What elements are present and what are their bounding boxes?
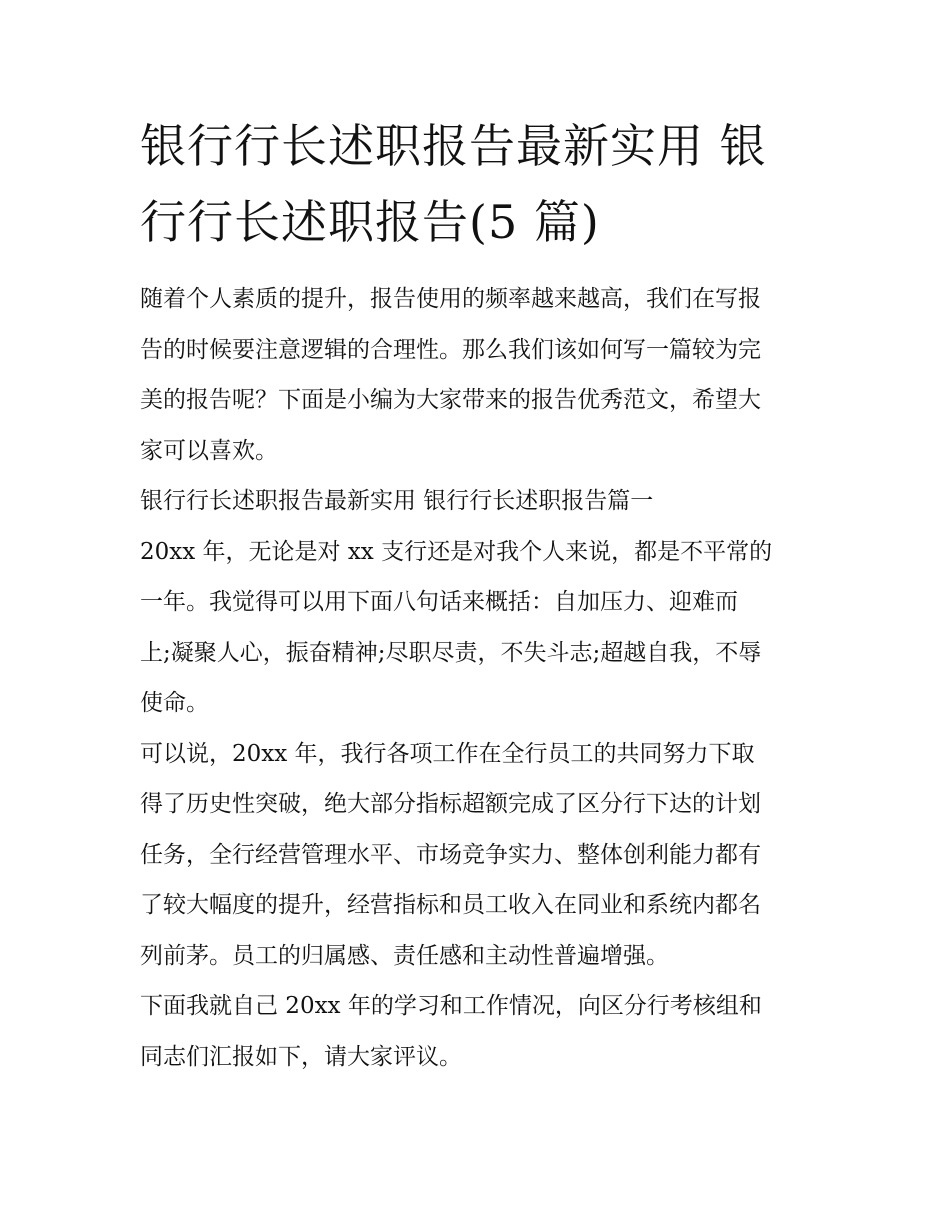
text-line: 银行行长述职报告最新实用 银行行长述职报告篇一: [140, 488, 654, 514]
text-line: 下面我就自己 20xx 年的学习和工作情况，向区分行考核组和: [140, 993, 762, 1019]
text-line: 20xx 年，无论是对 xx 支行还是对我个人来说，都是不平常的: [140, 538, 773, 565]
title-line: 行行长述职报告(5 篇): [140, 195, 600, 249]
text-line: 使命。: [140, 690, 209, 716]
paragraph-intro: [140, 274, 820, 476]
text-line: 家可以喜欢。: [140, 437, 278, 464]
paragraph-closing: [140, 981, 820, 1082]
text-line: 了较大幅度的提升，经营指标和员工收入在同业和系统内都名: [140, 892, 761, 918]
text-line: 列前茅。员工的归属感、责任感和主动性普遍增强。: [140, 942, 669, 969]
text-line: 同志们汇报如下，请大家评议。: [140, 1043, 462, 1070]
document-body: [140, 274, 820, 1082]
text-line: 美的报告呢？下面是小编为大家带来的报告优秀范文，希望大: [140, 387, 761, 413]
text-line: 一年。我觉得可以用下面八句话来概括：自加压力、迎难而: [140, 589, 738, 615]
text-line: 任务，全行经营管理水平、市场竞争实力、整体创利能力都有: [140, 841, 761, 868]
paragraph-achievements: [140, 729, 820, 982]
paragraph-summary: [140, 527, 820, 729]
document-title: [140, 108, 820, 260]
title-line: 银行行长述职报告最新实用 银: [140, 119, 767, 173]
text-line: 得了历史性突破，绝大部分指标超额完成了区分行下达的计划: [140, 791, 761, 817]
text-line: 可以说，20xx 年，我行各项工作在全行员工的共同努力下取: [140, 740, 755, 767]
text-line: 告的时候要注意逻辑的合理性。那么我们该如何写一篇较为完: [140, 336, 761, 363]
text-line: 上;凝聚人心，振奋精神;尽职尽责，不失斗志;超越自我，不辱: [140, 639, 762, 666]
text-line: 随着个人素质的提升，报告使用的频率越来越高，我们在写报: [140, 286, 761, 312]
section-heading: [140, 476, 820, 527]
